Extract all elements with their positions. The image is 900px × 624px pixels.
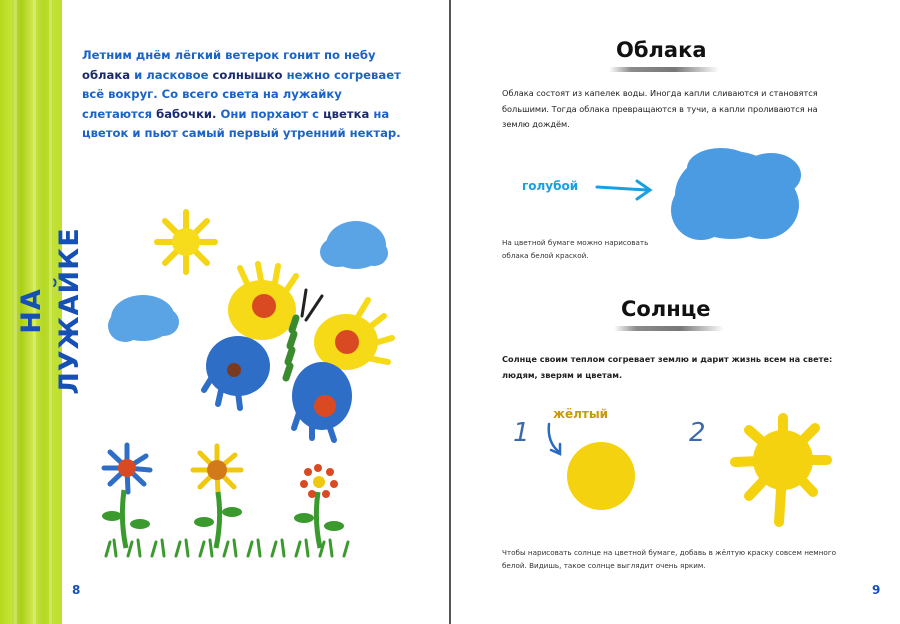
right-page: [451, 0, 900, 624]
intro-paragraph: Летним днём лёгкий ветерок гонит по небу облака и ласковое солнышко нежно согревает всё вокруг. Со всего света на лужайку слетаются бабочки. Они порхают с цветка на цветок и пьют самый первый утренний нектар.: [82, 48, 401, 140]
clouds-caption: На цветной бумаге можно нарисовать облака белой краской.: [502, 238, 649, 260]
cloud-illustration: [320, 221, 388, 269]
step-number-1: 1: [513, 418, 530, 448]
flower-illustration: [102, 445, 150, 548]
sun-paragraph: Солнце своим теплом согревает землю и дарит жизнь всем на свете: людям, зверям и цветам.: [502, 354, 833, 380]
yellow-color-label: жёлтый: [553, 407, 609, 421]
meadow-illustration: [0, 0, 449, 624]
curved-arrow-icon: [549, 424, 560, 454]
arrow-right-icon: [597, 181, 650, 199]
clouds-heading: Облака: [616, 38, 707, 62]
flower-illustration: [193, 446, 242, 548]
grass-illustration: [106, 540, 348, 556]
blue-cloud-sample: [671, 148, 801, 240]
blue-color-label: голубой: [522, 179, 579, 193]
cloud-illustration: [108, 295, 179, 342]
step-number-2: 2: [689, 418, 706, 448]
butterfly-illustration: [204, 264, 392, 440]
yellow-dot-sample: [567, 442, 635, 510]
section-title: НА ЛУЖАЙКЕ: [16, 227, 85, 395]
clouds-paragraph: Облака состоят из капелек воды. Иногда капли сливаются и становятся большими. Тогда облака превращаются в тучи, а капли проливаются на землю дождём.: [502, 88, 818, 129]
heading-underline: [614, 326, 724, 331]
page-number: 8: [72, 583, 81, 597]
sun-sample: [735, 418, 827, 522]
sun-caption: Чтобы нарисовать солнце на цветной бумаге, добавь в жёлтую краску совсем немного белой. Видишь, такое солнце выглядит очень ярким.: [502, 548, 837, 570]
page-number: 9: [872, 583, 881, 597]
left-page: [0, 0, 449, 624]
sun-heading: Солнце: [621, 297, 711, 321]
flower-illustration: [294, 464, 344, 548]
sun-illustration: [157, 212, 215, 272]
